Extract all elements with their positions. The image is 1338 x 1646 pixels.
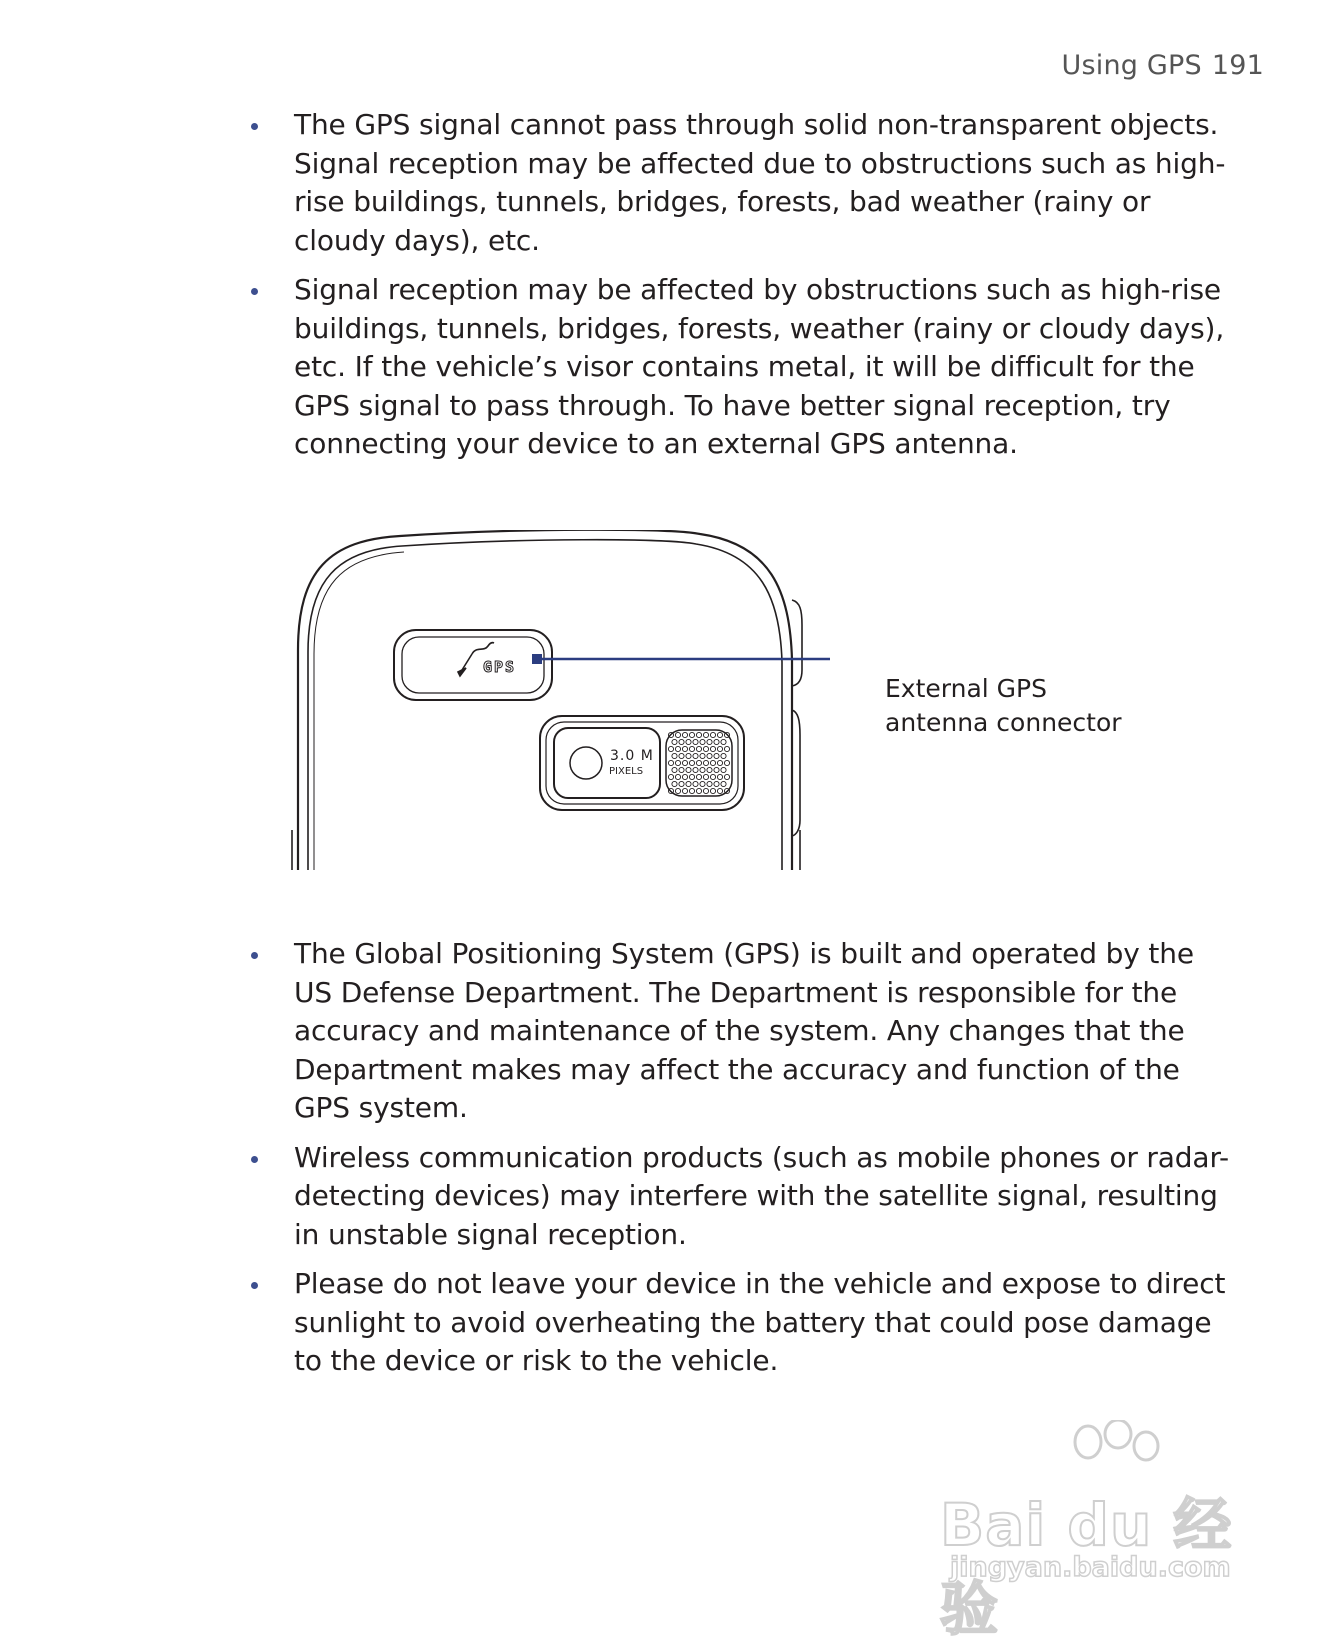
camera-label-line1: 3.0 M [610, 748, 654, 764]
page-number: 191 [1211, 50, 1264, 81]
bullet-icon [251, 288, 258, 295]
bullet-icon [251, 1282, 258, 1289]
running-header [1062, 50, 1264, 81]
list-item [240, 271, 1232, 464]
device-back-figure [290, 530, 1140, 870]
section-title: Using GPS [1061, 50, 1202, 81]
list-item [240, 1265, 1232, 1381]
watermark-url: jingyan.baidu.com [950, 1552, 1231, 1583]
bullet-icon [251, 1156, 258, 1163]
callout-label [885, 672, 1122, 740]
list-item-text: The GPS signal cannot pass through solid non-transparent objects. Signal reception may be affected due to obstructions such as high-rise buildings, tunnels, bridges, forests, bad weather (rainy or cloudy days), etc. [294, 108, 1226, 257]
side-button [792, 600, 802, 686]
camera-label-line2: PIXELS [609, 766, 644, 777]
bullet-list-bottom [240, 935, 1232, 1392]
callout-line-2: antenna connector [885, 708, 1122, 737]
list-item [240, 106, 1232, 260]
baidu-watermark [940, 1420, 1260, 1643]
device-outline-inner2 [314, 552, 404, 870]
gps-port-label: GPS [483, 658, 517, 676]
list-item [240, 1139, 1232, 1255]
list-item-text: The Global Positioning System (GPS) is built and operated by the US Defense Department. The Department is responsible for the accuracy and maintenance of the system. Any changes that the Department makes may affect the accuracy and function of the GPS system. [294, 937, 1194, 1124]
bullet-icon [251, 952, 258, 959]
callout-anchor [532, 654, 542, 664]
list-item-text: Wireless communication products (such as mobile phones or radar-detecting devices) may interfere with the satellite signal, resulting in unstable signal reception. [294, 1140, 1229, 1251]
callout-line-1: External GPS [885, 674, 1047, 703]
list-item-text: Please do not leave your device in the vehicle and expose to direct sunlight to avoid overheating the battery that could pose damage to the device or risk to the vehicle. [294, 1267, 1226, 1377]
watermark-logo: Bai du 经验 [940, 1491, 1233, 1643]
gps-port-cover-outer [394, 630, 552, 700]
list-item [240, 935, 1232, 1128]
bullet-list-top [240, 106, 1232, 475]
device-outline-outer [298, 530, 792, 870]
side-button-2 [792, 710, 800, 836]
device-outline-inner [308, 540, 782, 870]
list-item-text: Signal reception may be affected by obstructions such as high-rise buildings, tunnels, bridges, forests, weather (rainy or cloudy days), etc. If the vehicle’s visor contains metal, it will be difficult for the GPS signal to pass through. To have better signal reception, try connecting your device to an external GPS antenna. [294, 273, 1225, 460]
bullet-icon [251, 123, 258, 130]
